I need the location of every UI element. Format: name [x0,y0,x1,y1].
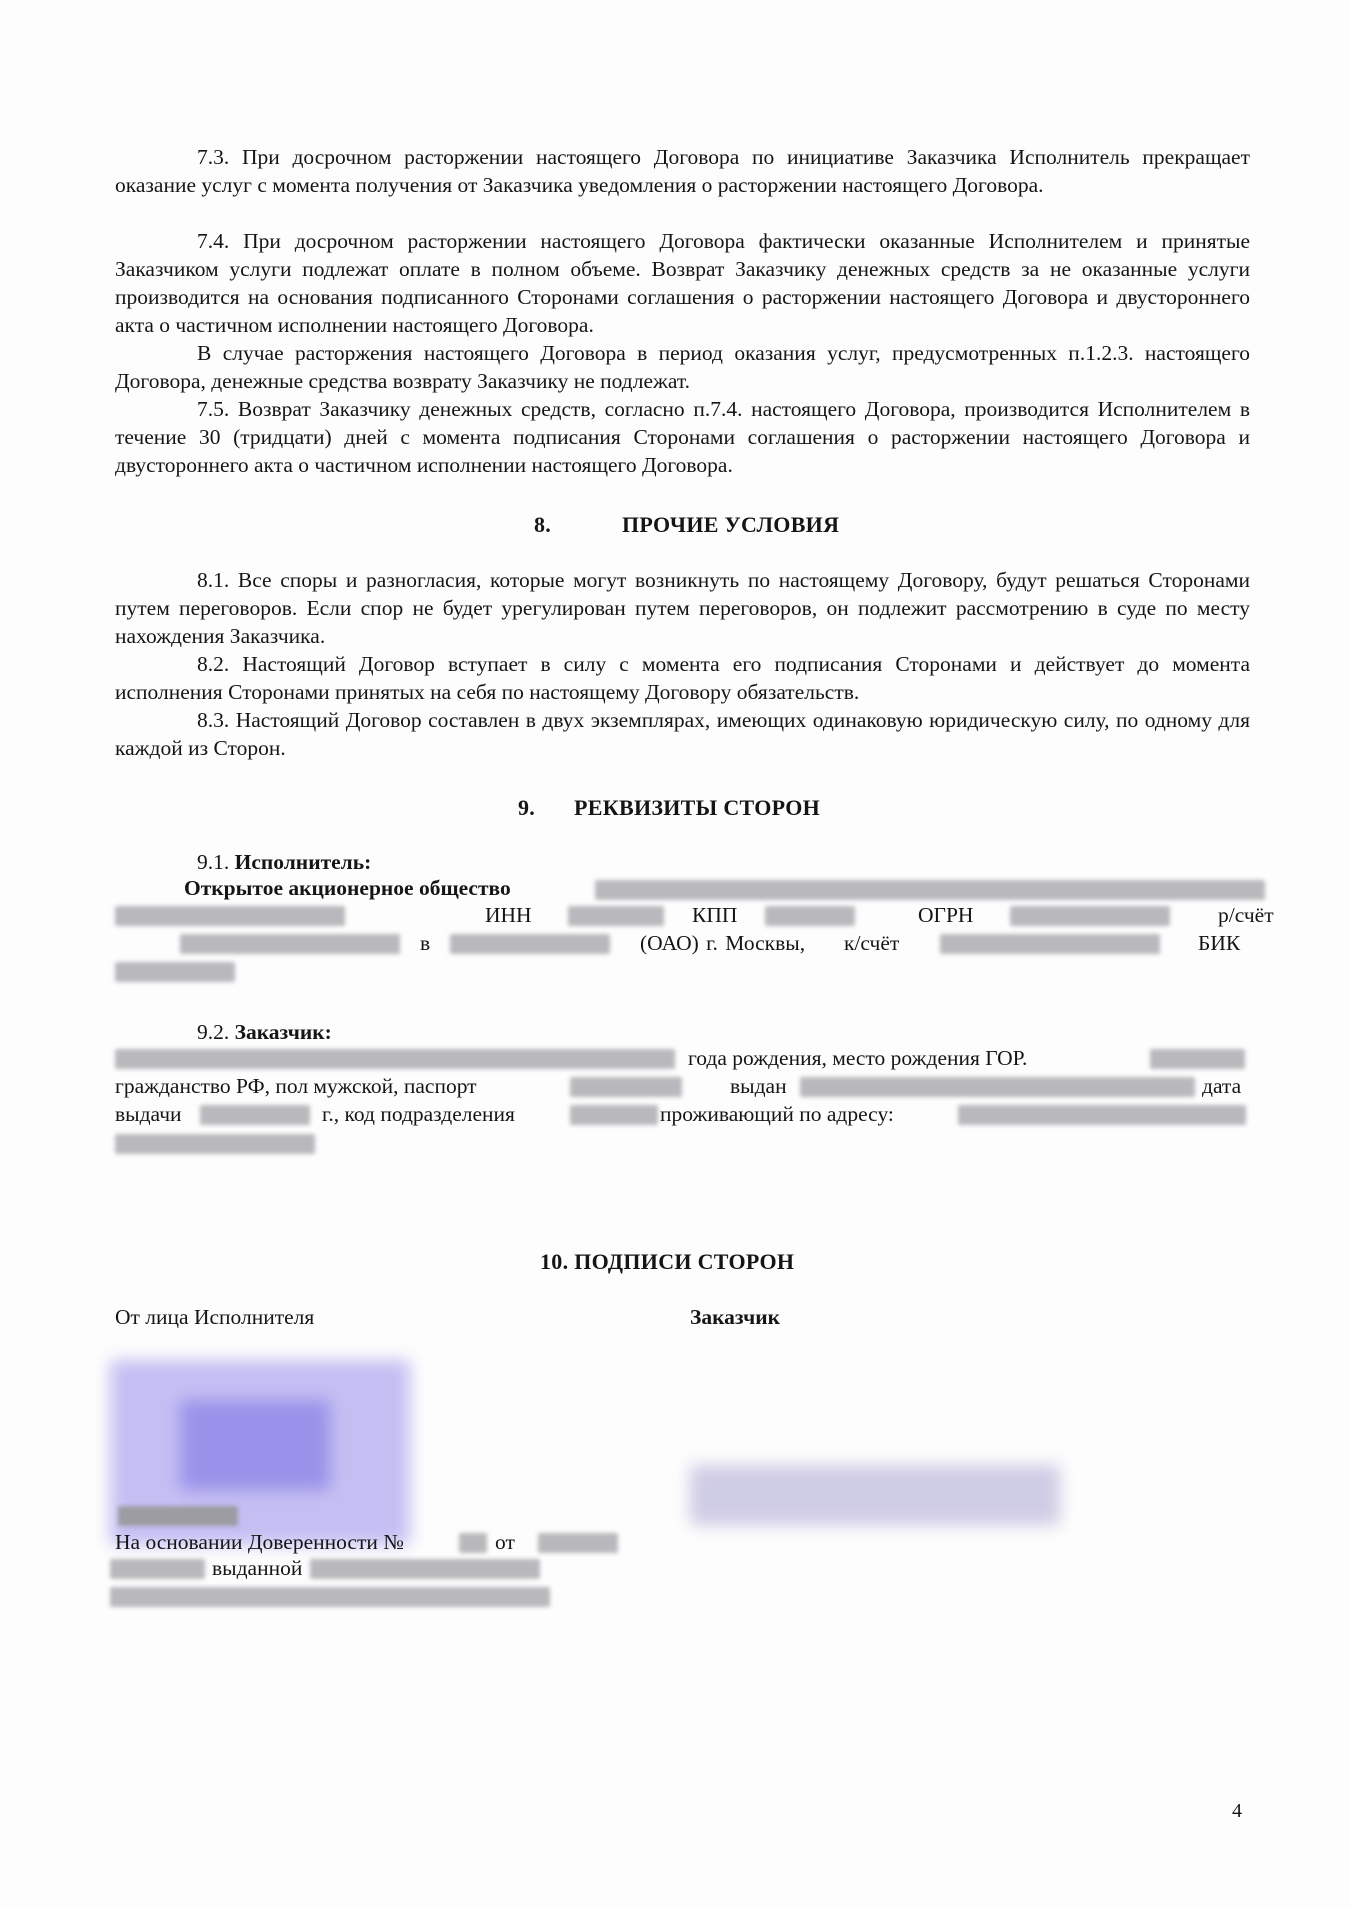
clause-8-3: 8.3. Настоящий Договор составлен в двух экземплярах, имеющих одинаковую юридическую силу, по одному для каждой из Сторон. [115,708,1250,760]
section-9-number: 9. [518,795,536,820]
redacted-account [180,934,400,954]
proxy-from-label: от [495,1530,515,1554]
redacted-issuer [800,1077,1195,1097]
kpp-label: КПП [692,903,738,927]
redacted-ogrn [1010,906,1170,926]
bank-label: (ОАО) г. Москвы, [640,931,806,955]
division-code-label: г., код подразделения [322,1102,515,1126]
clause-7-3: 7.3. При досрочном расторжении настоящего Договора по инициативе Заказчика Исполнитель прекращает оказание услуг с момента получения от Заказчика уведомления о расторжении настоящего Договора. [115,145,1250,197]
redacted-division-code [570,1105,658,1125]
company-type: Открытое акционерное общество [184,876,511,900]
clause-9-1-number: 9.1. [197,850,230,874]
redacted-address-continued [115,1134,315,1154]
date-label: дата [1202,1074,1242,1098]
proxy-issued-label: выданной [212,1556,303,1580]
executor-label: Исполнитель: [234,850,372,874]
clause-9-2 [197,1020,332,1045]
redacted-kpp [765,906,855,926]
redacted-inn [568,906,664,926]
corr-account-label: к/счёт [844,931,900,955]
issue-date-label: выдачи [115,1102,182,1126]
clause-9-2-number: 9.2. [197,1020,230,1044]
clause-7-4: 7.4. При досрочном расторжении настоящего Договора фактически оказанные Исполнителем и принятые Заказчиком услуги подлежат оплате в полном объеме. Возврат Заказчику денежных средств за не оказанные услуги производится на основания подписанного Сторонами соглашения о расторжении настоящего Договора и двустороннего акта о частичном исполнении настоящего Договора. [115,229,1250,337]
issued-label: выдан [730,1074,787,1098]
redacted-birthplace [1150,1049,1245,1069]
ogrn-label: ОГРН [918,903,974,927]
redacted-company-name [595,880,1265,900]
redacted-proxy-date [538,1533,618,1553]
customer-label: Заказчик: [234,1020,332,1044]
clause-7-5: 7.5. Возврат Заказчику денежных средств, согласно п.7.4. настоящего Договора, производится Исполнителем в течение 30 (тридцати) дней с момента подписания Сторонами соглашения о расторжении настоящего Договора и двустороннего акта о частичном исполнении настоящего Договора. [115,397,1250,477]
redacted-proxy-issuer-a [110,1559,205,1579]
bik-label: БИК [1198,931,1241,955]
birth-text: года рождения, место рождения ГОР. [688,1046,1028,1070]
inn-label: ИНН [485,903,532,927]
redacted-bank [450,934,610,954]
redacted-corr-account [940,934,1160,954]
redacted-bik [115,962,235,982]
section-9-title: РЕКВИЗИТЫ СТОРОН [574,795,821,820]
redacted-executor-signature [118,1506,238,1526]
redacted-passport [570,1077,682,1097]
bank-in-label: в [420,931,431,955]
clause-8-1: 8.1. Все споры и разногласия, которые могут возникнуть по настоящему Договору, будут решаться Сторонами путем переговоров. Если спор не будет урегулирован путем переговоров, он подлежит рассмотрению в суде по месту нахождения Заказчика. [115,568,1250,648]
clause-7-4-note: В случае расторжения настоящего Договора в период оказания услуг, предусмотренных п.1.2.3. настоящего Договора, денежные средства возврату Заказчику не подлежат. [115,341,1250,393]
page-number: 4 [1232,1800,1242,1822]
redacted-address [115,906,345,926]
seal-stamp-core [180,1400,330,1490]
redacted-customer-name [115,1049,675,1069]
customer-signature [690,1465,1060,1525]
redacted-issue-date [200,1105,310,1125]
residence-label: проживающий по адресу: [660,1102,894,1126]
section-8-number: 8. [534,512,552,537]
clause-8-2: 8.2. Настоящий Договор вступает в силу с момента его подписания Сторонами и действует до момента исполнения Сторонами принятых на себя по настоящему Договору обязательств. [115,652,1250,704]
section-8-title: ПРОЧИЕ УСЛОВИЯ [622,512,840,537]
section-10-title: 10. ПОДПИСИ СТОРОН [540,1249,795,1274]
proxy-label: На основании Доверенности № [115,1530,404,1554]
executor-signature-label: От лица Исполнителя [115,1305,315,1329]
clause-9-1 [197,850,371,875]
redacted-proxy-number [459,1533,487,1553]
redacted-proxy-issuer-c [110,1587,550,1607]
redacted-proxy-issuer-b [310,1559,540,1579]
citizenship-text: гражданство РФ, пол мужской, паспорт [115,1074,477,1098]
customer-signature-label: Заказчик [690,1305,781,1329]
redacted-address-customer [958,1105,1246,1125]
account-label: р/счёт [1218,903,1274,927]
